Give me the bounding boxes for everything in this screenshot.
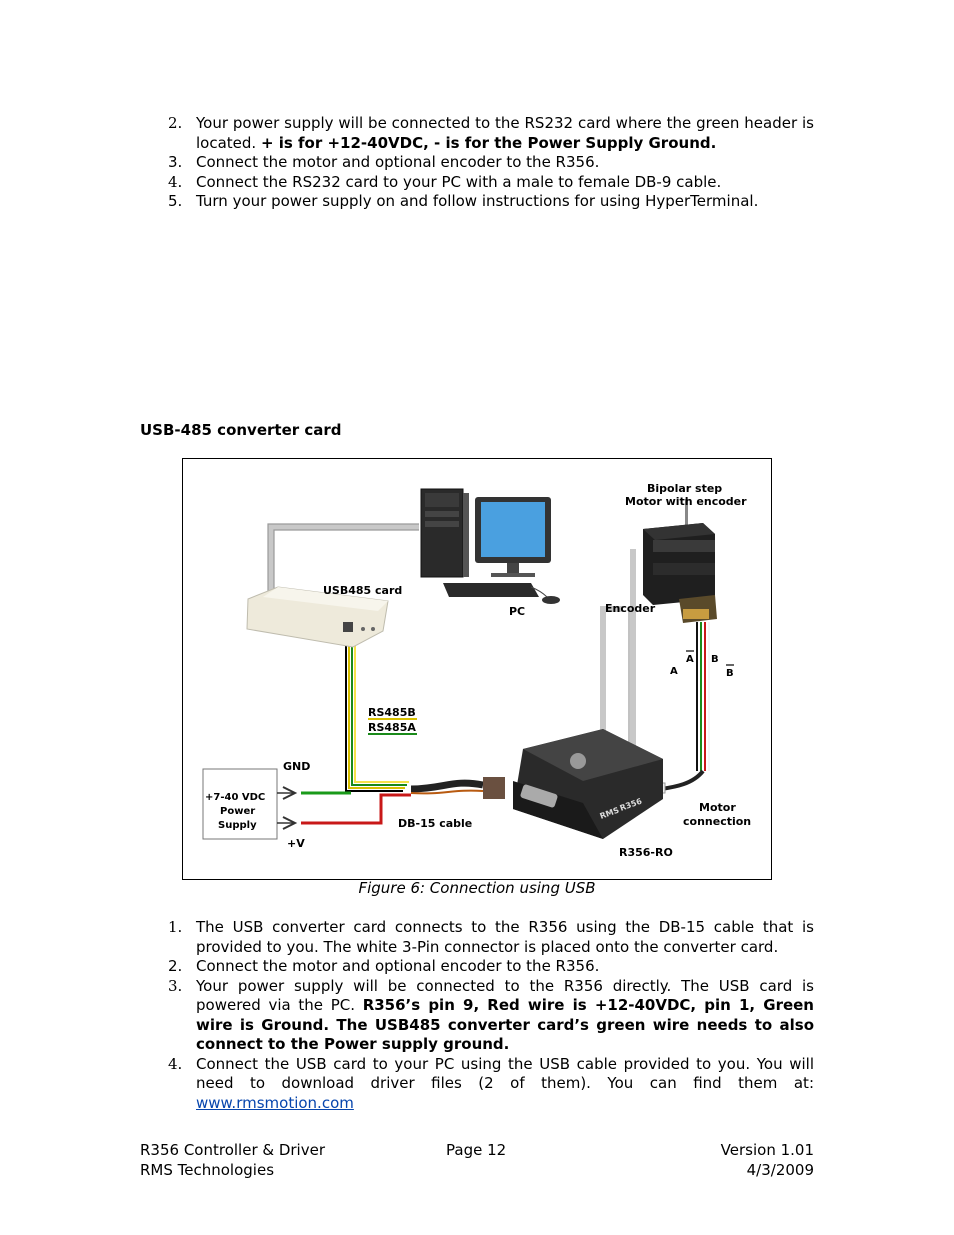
list-text: Connect the RS232 card to your PC with a male to female DB-9 cable. xyxy=(196,172,722,191)
encoder-wires xyxy=(697,622,709,771)
device-model-label: R356 xyxy=(618,796,644,813)
wire-label-b-bar: B xyxy=(726,668,734,679)
list-number: 5. xyxy=(168,192,183,210)
motor-connection-label-2: connection xyxy=(683,815,752,828)
list-text: The USB converter card connects to the R356 using the DB-15 cable that is provided to you. The white 3-Pin connector is placed onto the converter card. xyxy=(196,918,814,956)
list-item xyxy=(140,918,814,957)
connection-figure xyxy=(182,458,772,880)
plus-v-wire xyxy=(301,795,411,823)
list-item xyxy=(140,173,814,193)
list-text: Your power supply will be connected to the RS232 card where the green header is located. xyxy=(196,114,814,152)
footer-right xyxy=(721,1141,814,1180)
footer-left xyxy=(140,1141,325,1180)
wire-label-a-bar: A xyxy=(686,654,694,665)
rs485a-label: RS485A xyxy=(368,721,416,734)
list-text: Your power supply will be connected to the R356 directly. The USB card is powered via the PC. xyxy=(196,976,814,1014)
top-instruction-list xyxy=(140,114,814,212)
r356-device xyxy=(513,729,663,839)
encoder-label: Encoder xyxy=(605,602,656,615)
list-item xyxy=(140,957,814,977)
motor-title-1: Bipolar step xyxy=(647,482,723,495)
list-item xyxy=(140,977,814,1055)
pc-monitor xyxy=(475,497,551,577)
list-number: 4. xyxy=(168,1054,183,1073)
plus-v-label: +V xyxy=(287,837,305,850)
rs485b-label: RS485B xyxy=(368,706,416,719)
pc-keyboard xyxy=(443,583,539,597)
db15-label: DB-15 cable xyxy=(398,817,473,830)
rmsmotion-link[interactable]: www.rmsmotion.com xyxy=(196,1093,354,1112)
footer-page-number: Page 12 xyxy=(446,1141,507,1159)
wire-label-b: B xyxy=(711,654,719,665)
section-heading: USB-485 converter card xyxy=(140,421,342,439)
list-text: Connect the motor and optional encoder to the R356. xyxy=(196,153,600,171)
psu-label-1: +7-40 VDC xyxy=(205,792,266,803)
motor-title-2: Motor with encoder xyxy=(625,495,747,508)
list-text: Connect the USB card to your PC using the USB cable provided to you. You will need to download driver files (2 of them). You can find them at: xyxy=(196,1054,814,1092)
list-item xyxy=(140,153,814,173)
list-number: 2. xyxy=(168,957,183,975)
wire-label-a: A xyxy=(670,666,678,677)
bottom-instruction-list xyxy=(140,918,814,1113)
footer-date: 4/3/2009 xyxy=(746,1160,814,1179)
list-item xyxy=(140,1055,814,1114)
list-text: Connect the motor and optional encoder to the R356. xyxy=(196,957,600,975)
db15-connector xyxy=(483,777,505,799)
list-number: 2. xyxy=(168,114,183,132)
pc-tower xyxy=(421,489,469,577)
footer-doc-title: R356 Controller & Driver xyxy=(140,1141,325,1159)
device-brand-label: RMS xyxy=(598,805,621,821)
list-number: 3. xyxy=(168,976,183,995)
pc-mouse xyxy=(542,596,560,604)
list-text: Turn your power supply on and follow instructions for using HyperTerminal. xyxy=(196,192,759,210)
list-text-bold: + is for +12-40VDC, - is for the Power Supply Ground. xyxy=(260,133,717,152)
psu-label-2: Power xyxy=(220,806,256,817)
pc-label: PC xyxy=(509,605,526,618)
footer-company: RMS Technologies xyxy=(140,1160,275,1179)
psu-label-3: Supply xyxy=(218,820,257,831)
usb-card-label: USB485 card xyxy=(323,584,403,597)
db15-cable xyxy=(411,783,483,789)
list-number: 4. xyxy=(168,172,183,191)
r356-label: R356-RO xyxy=(619,846,673,859)
gnd-label: GND xyxy=(283,760,311,773)
list-text-bold: R356’s pin 9, Red wire is +12-40VDC, pin 1, Green wire is Ground. The USB485 converter card’s green wire needs to also connect to the Power supply ground. xyxy=(196,996,814,1053)
footer-version: Version 1.01 xyxy=(720,1141,814,1159)
list-item xyxy=(140,114,814,153)
list-number: 3. xyxy=(168,153,183,171)
list-number: 1. xyxy=(168,918,183,936)
connection-diagram xyxy=(183,459,771,879)
figure-caption: Figure 6: Connection using USB xyxy=(358,879,596,897)
motor-connection-label-1: Motor xyxy=(699,801,736,814)
list-item xyxy=(140,192,814,212)
